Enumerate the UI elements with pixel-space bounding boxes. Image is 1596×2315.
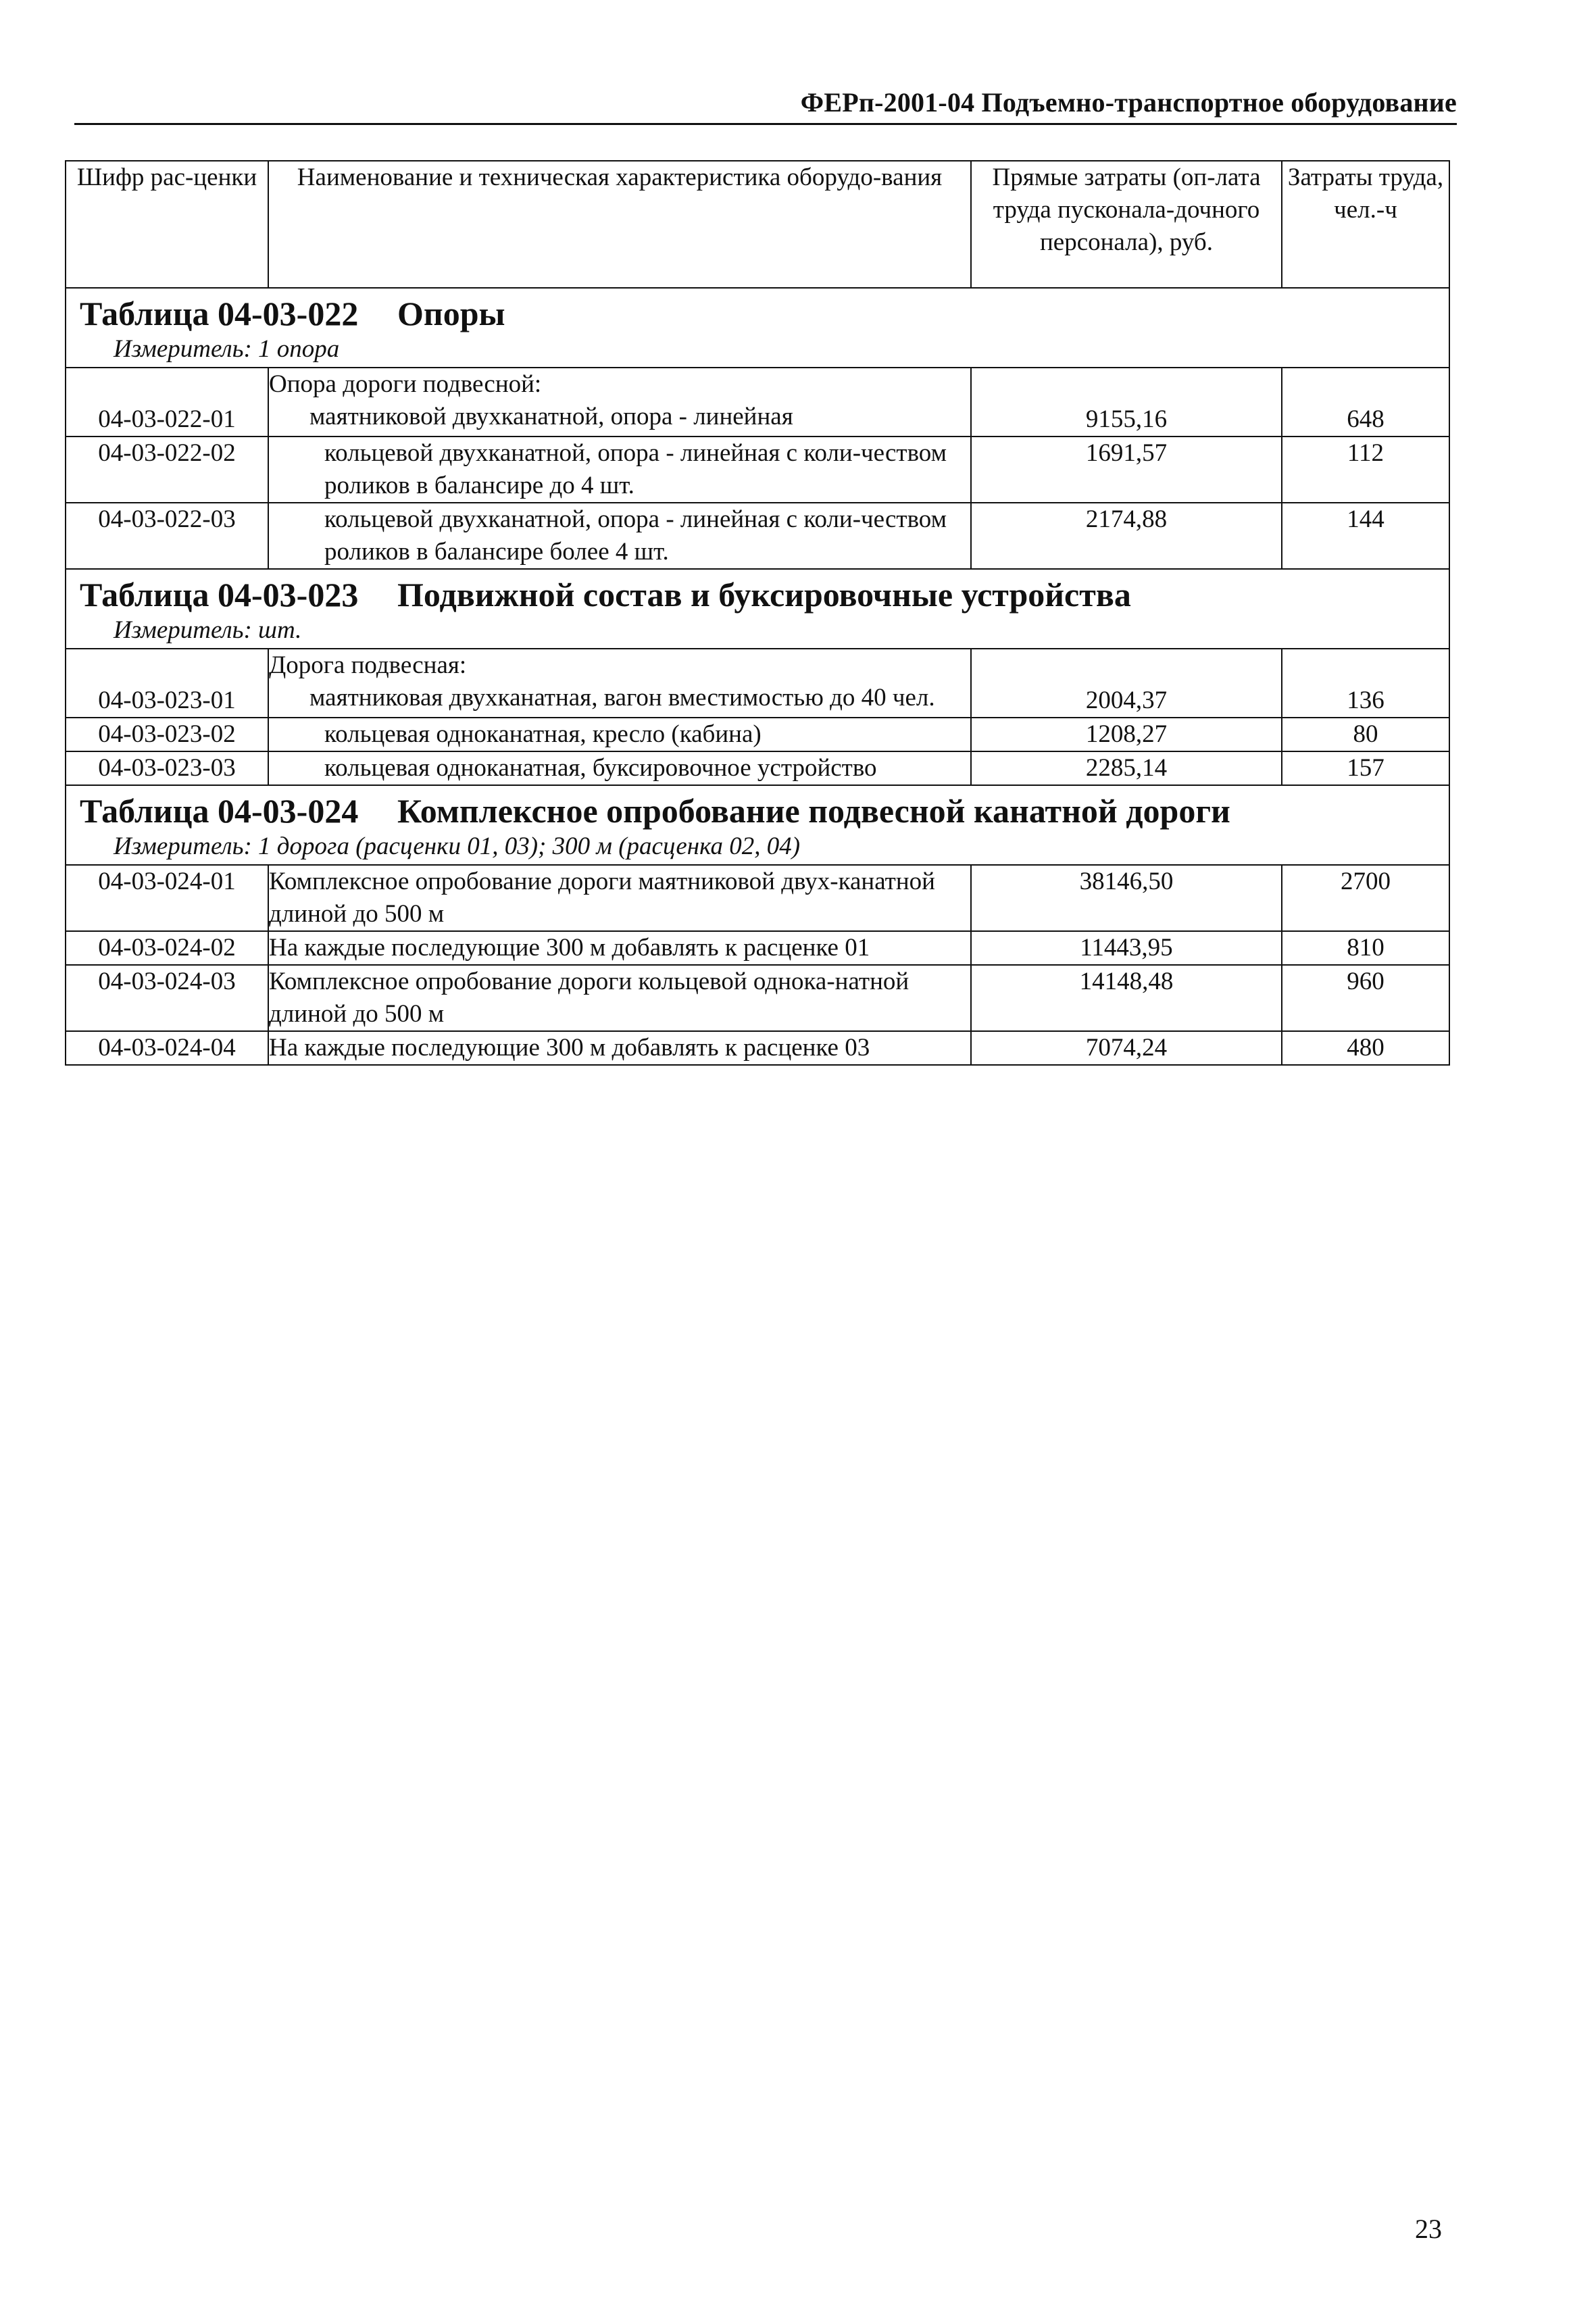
- rate-name: На каждые последующие 300 м добавлять к расценке 03: [268, 1031, 971, 1065]
- section-04-03-022: [66, 288, 1449, 569]
- measure-value: 1 дорога (расценки 01, 03); 300 м (расценка 02, 04): [258, 832, 801, 860]
- section-number: Таблица 04-03-023: [80, 576, 359, 614]
- rate-cost: 2285,14: [971, 751, 1282, 785]
- table-row: [66, 368, 1449, 437]
- rate-name: кольцевая одноканатная, буксировочное устройство: [268, 751, 971, 785]
- measure-label: Измеритель:: [114, 832, 252, 860]
- rate-code: 04-03-024-02: [66, 931, 268, 965]
- rate-cost: 14148,48: [971, 965, 1282, 1031]
- section-number: Таблица 04-03-022: [80, 295, 359, 332]
- header-rule: [74, 123, 1457, 125]
- rate-name-text: маятниковой двухканатной, опора - линейная: [309, 403, 793, 430]
- rate-labor: 112: [1282, 437, 1449, 503]
- section-04-03-024: [66, 785, 1449, 1065]
- running-header: ФЕРп-2001-04 Подъемно-транспортное оборудование: [800, 87, 1457, 118]
- rate-labor: 960: [1282, 965, 1449, 1031]
- rate-name-text: маятниковая двухканатная, вагон вместимостью до 40 чел.: [309, 684, 935, 712]
- rate-name: Комплексное опробование дороги маятниковой двух-канатной длиной до 500 м: [268, 865, 971, 931]
- rate-cost: 38146,50: [971, 865, 1282, 931]
- section-title: Подвижной состав и буксировочные устройства: [397, 576, 1131, 614]
- section-number: Таблица 04-03-024: [80, 792, 359, 830]
- rate-labor: 80: [1282, 718, 1449, 751]
- rate-code: 04-03-022-01: [66, 368, 268, 437]
- measure-value: шт.: [258, 616, 302, 644]
- group-label: Опора дороги подвесной:: [269, 370, 542, 398]
- column-header-labor: Затраты труда, чел.-ч: [1282, 161, 1449, 288]
- section-heading: [66, 785, 1449, 865]
- table-row: [66, 965, 1449, 1031]
- rate-name: [268, 368, 971, 437]
- rate-cost: 9155,16: [971, 368, 1282, 437]
- rate-name: кольцевой двухканатной, опора - линейная с коли-чеством роликов в балансире более 4 шт.: [268, 503, 971, 569]
- rate-code: 04-03-024-04: [66, 1031, 268, 1065]
- rate-labor: 144: [1282, 503, 1449, 569]
- table-row: [66, 718, 1449, 751]
- measure-label: Измеритель:: [114, 335, 252, 363]
- rate-cost: 11443,95: [971, 931, 1282, 965]
- section-04-03-023: [66, 569, 1449, 785]
- rate-code: 04-03-024-03: [66, 965, 268, 1031]
- rate-name: Комплексное опробование дороги кольцевой однока-натной длиной до 500 м: [268, 965, 971, 1031]
- rate-code: 04-03-024-01: [66, 865, 268, 931]
- rate-cost: 1208,27: [971, 718, 1282, 751]
- rate-name: На каждые последующие 300 м добавлять к расценке 01: [268, 931, 971, 965]
- rate-code: 04-03-023-02: [66, 718, 268, 751]
- section-title: Комплексное опробование подвесной канатной дороги: [397, 792, 1230, 830]
- page-number: 23: [1415, 2214, 1442, 2244]
- rate-name: [268, 649, 971, 718]
- table-row: [66, 931, 1449, 965]
- rate-labor: 480: [1282, 1031, 1449, 1065]
- rate-labor: 2700: [1282, 865, 1449, 931]
- table-row: [66, 437, 1449, 503]
- table-row: [66, 503, 1449, 569]
- rate-cost: 2004,37: [971, 649, 1282, 718]
- rate-cost: 1691,57: [971, 437, 1282, 503]
- rate-labor: 810: [1282, 931, 1449, 965]
- table-row: [66, 865, 1449, 931]
- rate-cost: 2174,88: [971, 503, 1282, 569]
- measure-label: Измеритель:: [114, 616, 252, 644]
- section-heading: [66, 569, 1449, 649]
- rate-labor: 157: [1282, 751, 1449, 785]
- measure-value: 1 опора: [258, 335, 340, 363]
- table-row: [66, 649, 1449, 718]
- column-header-name: Наименование и техническая характеристика оборудо-вания: [268, 161, 971, 288]
- rate-code: 04-03-022-03: [66, 503, 268, 569]
- table-row: [66, 1031, 1449, 1065]
- column-header-code: Шифр рас-ценки: [66, 161, 268, 288]
- rate-labor: 136: [1282, 649, 1449, 718]
- section-heading: [66, 288, 1449, 368]
- group-label: Дорога подвесная:: [269, 651, 467, 679]
- rate-cost: 7074,24: [971, 1031, 1282, 1065]
- rates-table: [65, 160, 1450, 1066]
- section-title: Опоры: [397, 295, 505, 332]
- rate-labor: 648: [1282, 368, 1449, 437]
- column-header-cost: Прямые затраты (оп-лата труда пусконала-дочного персонала), руб.: [971, 161, 1282, 288]
- table-row: [66, 751, 1449, 785]
- table-header-row: [66, 161, 1449, 288]
- rate-code: 04-03-023-03: [66, 751, 268, 785]
- rate-code: 04-03-022-02: [66, 437, 268, 503]
- rate-name: кольцевая одноканатная, кресло (кабина): [268, 718, 971, 751]
- rate-name: кольцевой двухканатной, опора - линейная с коли-чеством роликов в балансире до 4 шт.: [268, 437, 971, 503]
- rate-code: 04-03-023-01: [66, 649, 268, 718]
